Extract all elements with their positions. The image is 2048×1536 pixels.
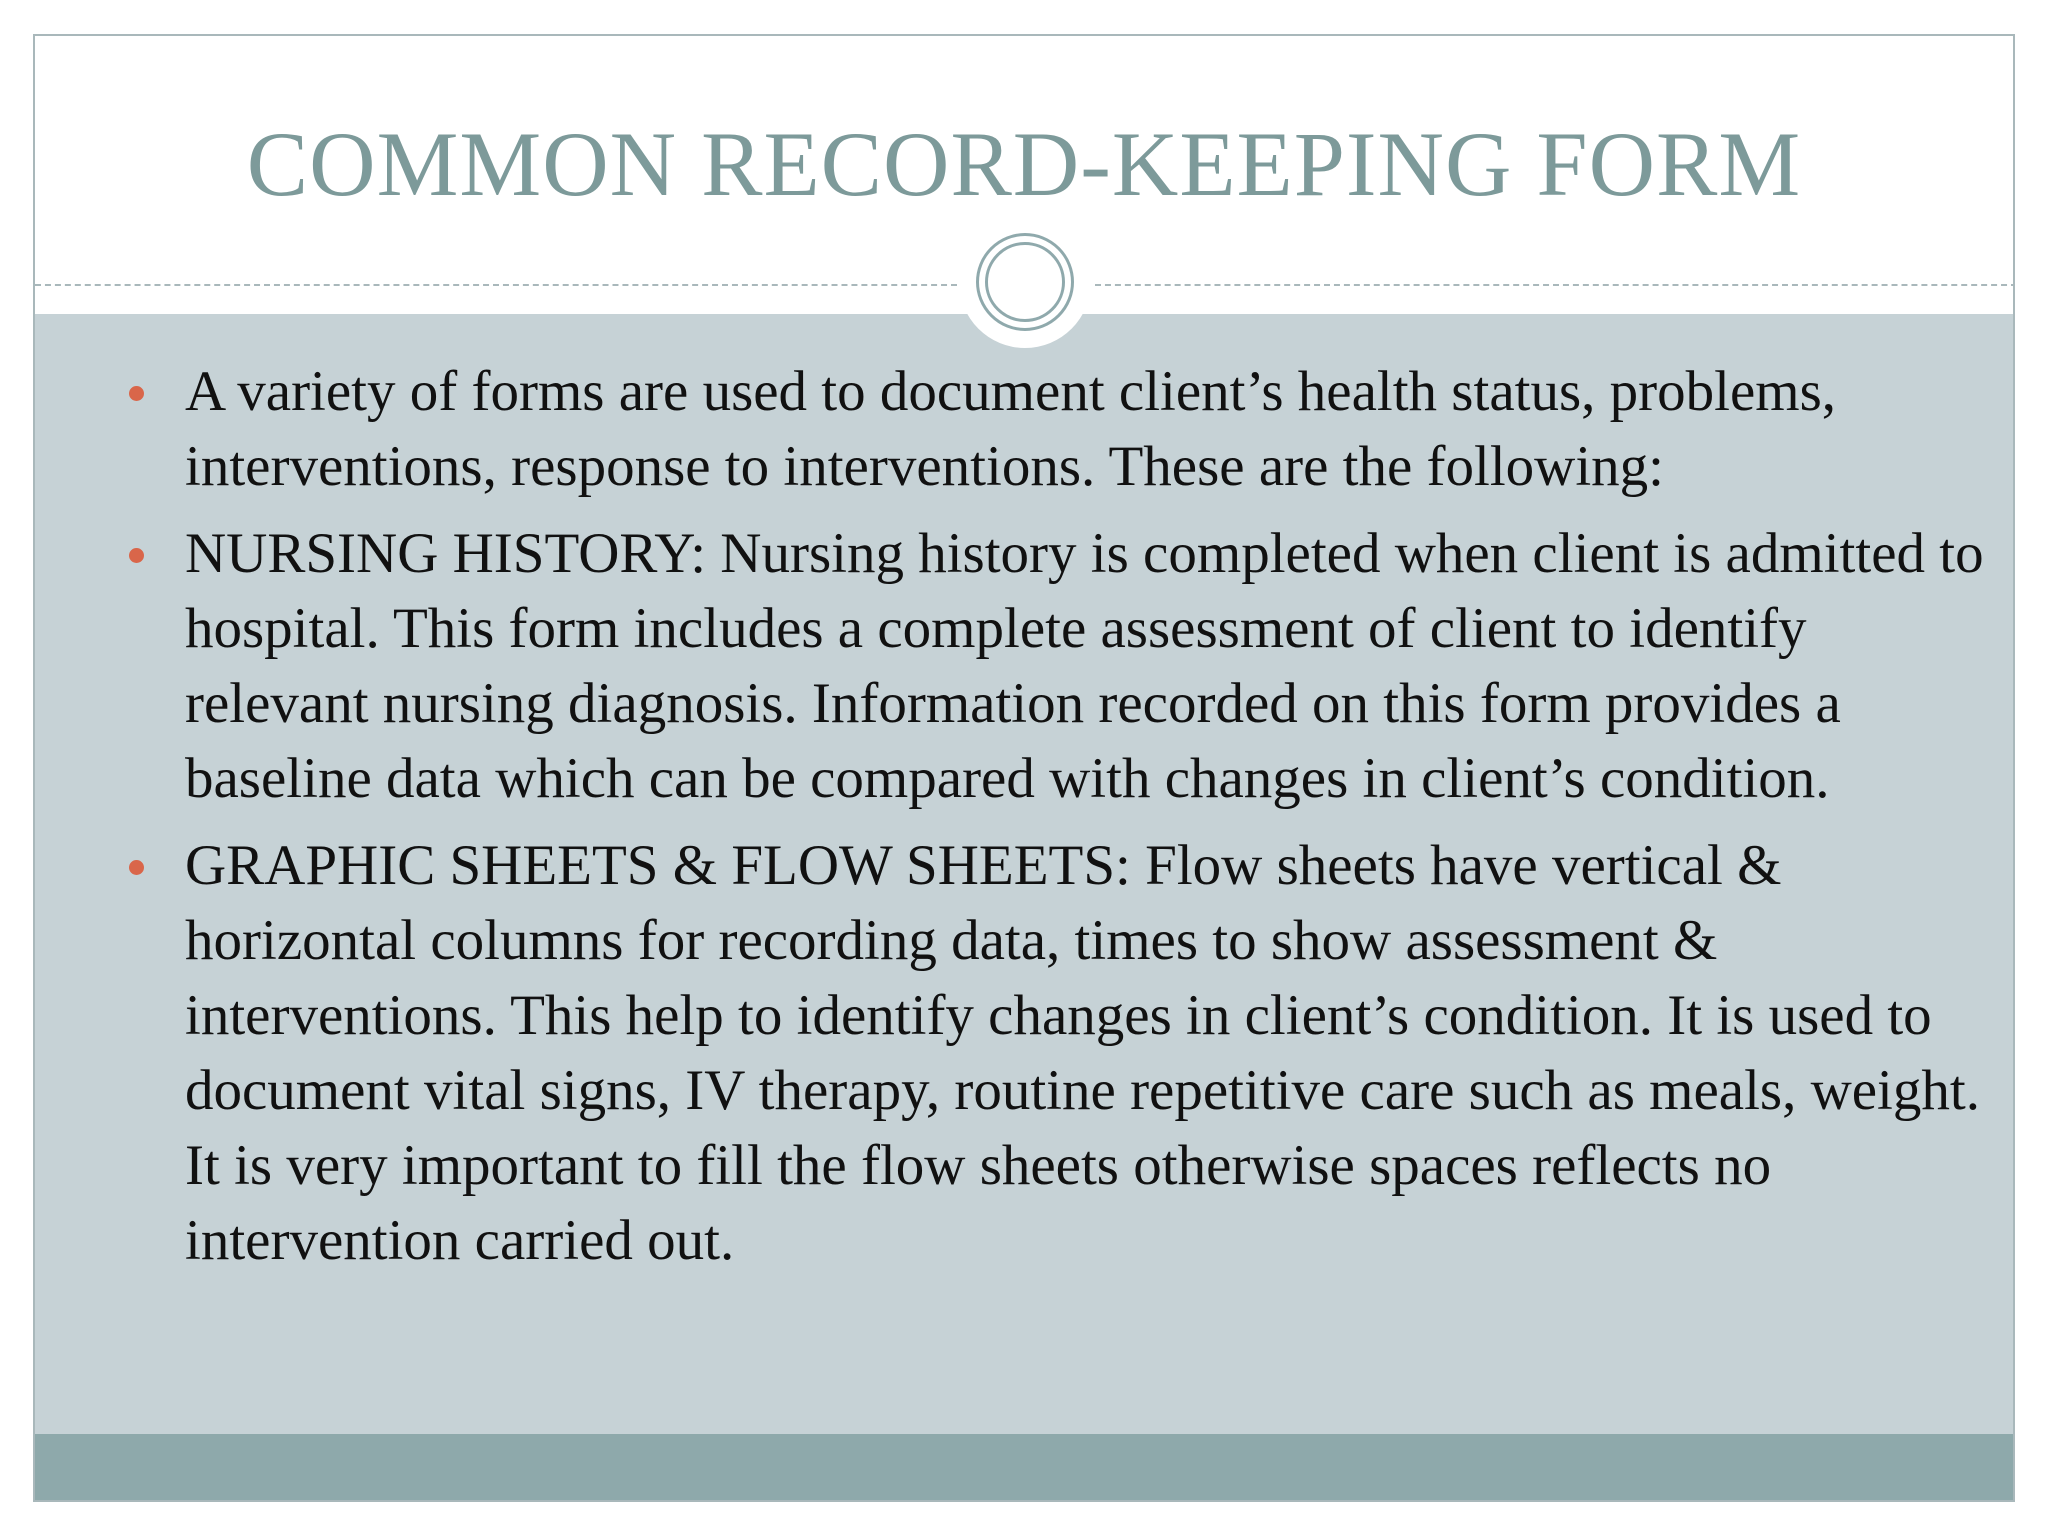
title-divider-left (35, 284, 957, 286)
bullet-dot-icon (129, 860, 144, 875)
bottom-band (35, 1434, 2013, 1502)
circle-ornament-icon (976, 233, 1074, 331)
bullet-text: NURSING HISTORY: Nursing history is completed when client is admitted to hospital. This form includes a complete assessment of client to identify relevant nursing diagnosis. Information recorded on this form provides a baseline data which can be compared with changes in client’s condition. (185, 522, 1984, 810)
bullet-dot-icon (129, 386, 144, 401)
circle-ornament-inner (985, 242, 1065, 322)
title-divider-right (1095, 284, 2015, 286)
slide-title: COMMON RECORD-KEEPING FORM (246, 113, 1802, 215)
bullet-text: GRAPHIC SHEETS & FLOW SHEETS: Flow sheets have vertical & horizontal columns for recording data, times to show assessment & interventions. This help to identify changes in client’s condition. It is used to document vital signs, IV therapy, routine repetitive care such as meals, weight. It is very important to fill the flow sheets otherwise spaces reflects no intervention carried out. (185, 834, 1980, 1272)
bullet-dot-icon (129, 548, 144, 563)
bullet-item-intro (97, 354, 1997, 504)
bullet-item-graphic-sheets (97, 828, 1997, 1278)
bullet-text: A variety of forms are used to document client’s health status, problems, interventions, response to interventions. These are the following: (185, 360, 1837, 498)
slide (33, 34, 2015, 1502)
bullet-list (97, 354, 1997, 1290)
bullet-item-nursing-history (97, 516, 1997, 816)
